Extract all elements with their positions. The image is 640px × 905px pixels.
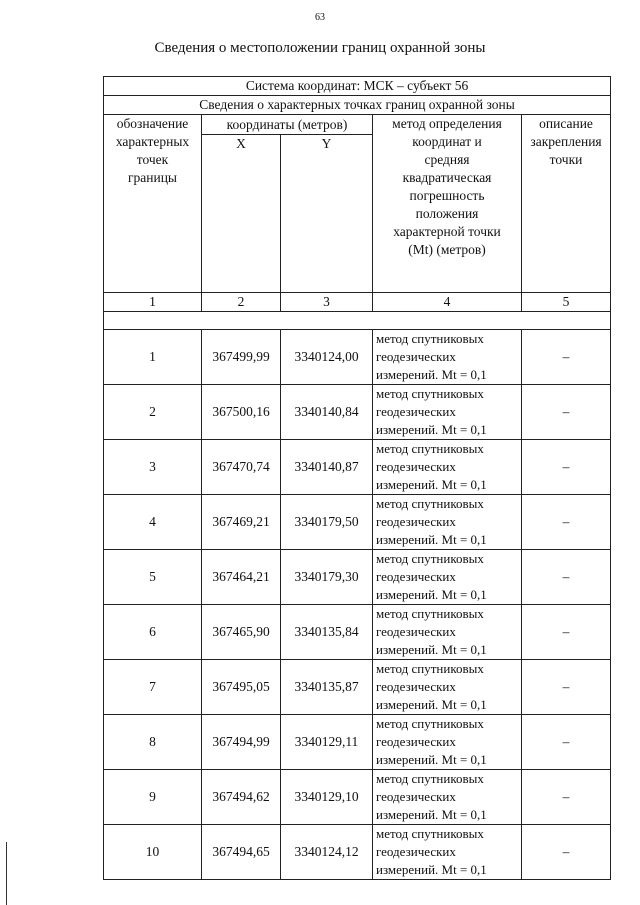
method-text: измерений. Mt = 0,1: [376, 642, 487, 657]
header-text: характерных: [115, 134, 190, 149]
method-cell: [373, 440, 522, 495]
method-cell: [373, 330, 522, 385]
table-row: [104, 440, 611, 495]
description-cell: –: [522, 605, 611, 660]
method-text: геодезических: [376, 514, 456, 529]
y-coordinate: 3340140,84: [281, 385, 373, 440]
coordinate-system-cell: Система координат: МСК – субъект 56: [104, 77, 611, 96]
method-text: метод спутниковых: [376, 826, 484, 841]
header-point-designation: [104, 115, 202, 293]
header-text: координат и: [412, 134, 482, 149]
x-coordinate: 367464,21: [202, 550, 281, 605]
method-text: метод спутниковых: [376, 496, 484, 511]
empty-row: [104, 312, 611, 330]
method-text: метод спутниковых: [376, 771, 484, 786]
method-text: измерений. Mt = 0,1: [376, 697, 487, 712]
table-row: [104, 495, 611, 550]
column-number: 4: [373, 293, 522, 312]
method-text: измерений. Mt = 0,1: [376, 752, 487, 767]
x-coordinate: 367499,99: [202, 330, 281, 385]
header-x: X: [202, 135, 281, 293]
method-text: метод спутниковых: [376, 441, 484, 456]
method-text: геодезических: [376, 734, 456, 749]
method-text: геодезических: [376, 844, 456, 859]
description-cell: –: [522, 715, 611, 770]
method-text: измерений. Mt = 0,1: [376, 477, 487, 492]
method-cell: [373, 660, 522, 715]
table-row: [104, 330, 611, 385]
method-cell: [373, 605, 522, 660]
table-row: [104, 770, 611, 825]
header-row-1: [104, 115, 611, 135]
empty-cell: [104, 312, 611, 330]
method-cell: [373, 715, 522, 770]
description-cell: –: [522, 550, 611, 605]
method-text: геодезических: [376, 789, 456, 804]
method-text: геодезических: [376, 679, 456, 694]
y-coordinate: 3340135,84: [281, 605, 373, 660]
description-cell: –: [522, 385, 611, 440]
table-row: [104, 550, 611, 605]
method-text: метод спутниковых: [376, 331, 484, 346]
header-text: обозначение: [116, 116, 189, 131]
margin-line: [6, 842, 7, 905]
page-title: Сведения о местоположении границ охранной зоны: [154, 40, 486, 56]
x-coordinate: 367494,65: [202, 825, 281, 880]
method-text: геодезических: [376, 404, 456, 419]
x-coordinate: 367470,74: [202, 440, 281, 495]
method-cell: [373, 385, 522, 440]
header-text: точек: [136, 152, 169, 167]
method-text: метод спутниковых: [376, 661, 484, 676]
header-text: границы: [127, 170, 178, 185]
header-text: погрешность: [409, 188, 485, 203]
y-coordinate: 3340140,87: [281, 440, 373, 495]
table-row: [104, 715, 611, 770]
method-text: метод спутниковых: [376, 606, 484, 621]
header-text: характерной точки: [393, 224, 501, 239]
method-cell: [373, 770, 522, 825]
method-cell: [373, 550, 522, 605]
point-number: 7: [104, 660, 202, 715]
system-row: [104, 77, 611, 96]
description-cell: –: [522, 495, 611, 550]
point-number: 3: [104, 440, 202, 495]
method-text: измерений. Mt = 0,1: [376, 862, 487, 877]
page-number: 63: [315, 12, 325, 23]
point-number: 8: [104, 715, 202, 770]
header-text: положения: [415, 206, 479, 221]
header-y: Y: [281, 135, 373, 293]
method-text: геодезических: [376, 624, 456, 639]
y-coordinate: 3340135,87: [281, 660, 373, 715]
y-coordinate: 3340179,30: [281, 550, 373, 605]
method-text: измерений. Mt = 0,1: [376, 587, 487, 602]
y-coordinate: 3340124,12: [281, 825, 373, 880]
y-coordinate: 3340179,50: [281, 495, 373, 550]
header-text: квадратическая: [402, 170, 492, 185]
header-text: средняя: [424, 152, 470, 167]
column-number: 3: [281, 293, 373, 312]
header-text: метод определения: [392, 116, 502, 131]
y-coordinate: 3340129,10: [281, 770, 373, 825]
method-text: геодезических: [376, 569, 456, 584]
method-text: геодезических: [376, 349, 456, 364]
x-coordinate: 367494,99: [202, 715, 281, 770]
method-text: измерений. Mt = 0,1: [376, 532, 487, 547]
method-text: метод спутниковых: [376, 716, 484, 731]
method-text: метод спутниковых: [376, 386, 484, 401]
header-text: (Mt) (метров): [408, 242, 486, 257]
coordinates-table: [103, 76, 611, 880]
point-number: 6: [104, 605, 202, 660]
point-number: 10: [104, 825, 202, 880]
table-row: [104, 660, 611, 715]
method-cell: [373, 495, 522, 550]
header-description: [522, 115, 611, 293]
header-text: точки: [549, 152, 583, 167]
method-text: геодезических: [376, 459, 456, 474]
column-numbers-row: [104, 293, 611, 312]
description-cell: –: [522, 770, 611, 825]
x-coordinate: 367465,90: [202, 605, 281, 660]
method-text: измерений. Mt = 0,1: [376, 422, 487, 437]
section-title-cell: Сведения о характерных точках границ охранной зоны: [104, 96, 611, 115]
x-coordinate: 367494,62: [202, 770, 281, 825]
header-text: описание: [539, 116, 593, 131]
x-coordinate: 367469,21: [202, 495, 281, 550]
header-coordinates: координаты (метров): [202, 115, 373, 135]
column-number: 2: [202, 293, 281, 312]
method-text: измерений. Mt = 0,1: [376, 367, 487, 382]
description-cell: –: [522, 660, 611, 715]
y-coordinate: 3340129,11: [281, 715, 373, 770]
method-cell: [373, 825, 522, 880]
x-coordinate: 367500,16: [202, 385, 281, 440]
point-number: 2: [104, 385, 202, 440]
column-number: 1: [104, 293, 202, 312]
x-coordinate: 367495,05: [202, 660, 281, 715]
method-text: измерений. Mt = 0,1: [376, 807, 487, 822]
table-row: [104, 605, 611, 660]
header-text: закрепления: [530, 134, 602, 149]
header-method: [373, 115, 522, 293]
table-row: [104, 385, 611, 440]
point-number: 9: [104, 770, 202, 825]
table-row: [104, 825, 611, 880]
description-cell: –: [522, 825, 611, 880]
method-text: метод спутниковых: [376, 551, 484, 566]
column-number: 5: [522, 293, 611, 312]
point-number: 1: [104, 330, 202, 385]
description-cell: –: [522, 330, 611, 385]
section-row: [104, 96, 611, 115]
point-number: 4: [104, 495, 202, 550]
point-number: 5: [104, 550, 202, 605]
description-cell: –: [522, 440, 611, 495]
y-coordinate: 3340124,00: [281, 330, 373, 385]
